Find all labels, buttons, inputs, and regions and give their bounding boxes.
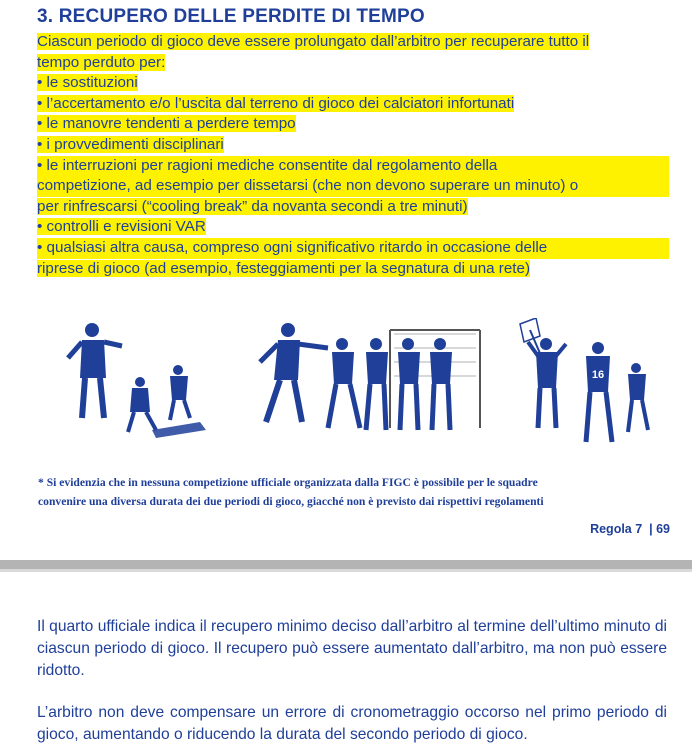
- bullet-other-line-2: riprese di gioco (ad esempio, festeggiamenti per la segnatura di una rete): [37, 259, 531, 277]
- bullet-other-line-1: • qualsiasi altra causa, compreso ogni significativo ritardo in occasione delle: [37, 238, 669, 259]
- referee-illustrations: [60, 318, 660, 458]
- highlighted-rule-text: [37, 32, 669, 279]
- scene-free-kick: [260, 323, 480, 430]
- footnote-line-1: * Si evidenzia che in nessuna competizione ufficiale organizzata dalla FIGC è possibile per le squadre: [38, 476, 538, 489]
- bullet-substitutions: • le sostituzioni: [37, 74, 138, 92]
- bullet-time-wasting: • le manovre tendenti a perdere tempo: [37, 115, 296, 133]
- scene-injury: [68, 323, 206, 438]
- document-page-lower: [0, 572, 692, 750]
- page-separator: [0, 560, 692, 569]
- section-title: 3. RECUPERO DELLE PERDITE DI TEMPO: [37, 6, 425, 27]
- scene-substitution: [520, 318, 648, 442]
- bullet-injuries: • l’accertamento e/o l’uscita dal terreno di gioco dei calciatori infortunati: [37, 94, 515, 112]
- intro-line-1: Ciascun periodo di gioco deve essere prolungato dall’arbitro per recuperare tutto il: [37, 33, 590, 50]
- footnote: [38, 473, 670, 511]
- referee-head: [85, 323, 99, 337]
- paragraph-fourth-official: Il quarto ufficiale indica il recupero minimo deciso dall’arbitro al termine dell’ultimo minuto di ciascun periodo di gioco. Il recupero può essere aumentato dall’arbitro, ma non può essere ridotto.: [37, 618, 667, 679]
- paragraph-timekeeping-error: L’arbitro non deve compensare un errore di cronometraggio occorso nel primo periodo di gioco, aumentando o riducendo la durata del secondo periodo di gioco.: [37, 704, 667, 743]
- bullet-medical-line-1: • le interruzioni per ragioni mediche consentite dal regolamento della: [37, 156, 669, 177]
- bullet-disciplinary: • i provvedimenti disciplinari: [37, 135, 224, 153]
- bullet-medical-line-2: competizione, ad esempio per dissetarsi (che non devono superare un minuto) o: [37, 176, 669, 197]
- player-number: 16: [591, 369, 605, 381]
- page-footer: Regola 7 | 69: [590, 522, 670, 536]
- footnote-line-2: convenire una diversa durata dei due periodi di gioco, giacché non è previsto dai rispettivi regolamenti: [38, 495, 544, 508]
- bullet-var: • controlli e revisioni VAR: [37, 218, 206, 236]
- referee-body: [80, 340, 106, 378]
- bullet-medical-line-3: per rinfrescarsi (“cooling break” da novanta secondi a tre minuti): [37, 197, 468, 215]
- intro-line-2: tempo perduto per:: [37, 53, 166, 71]
